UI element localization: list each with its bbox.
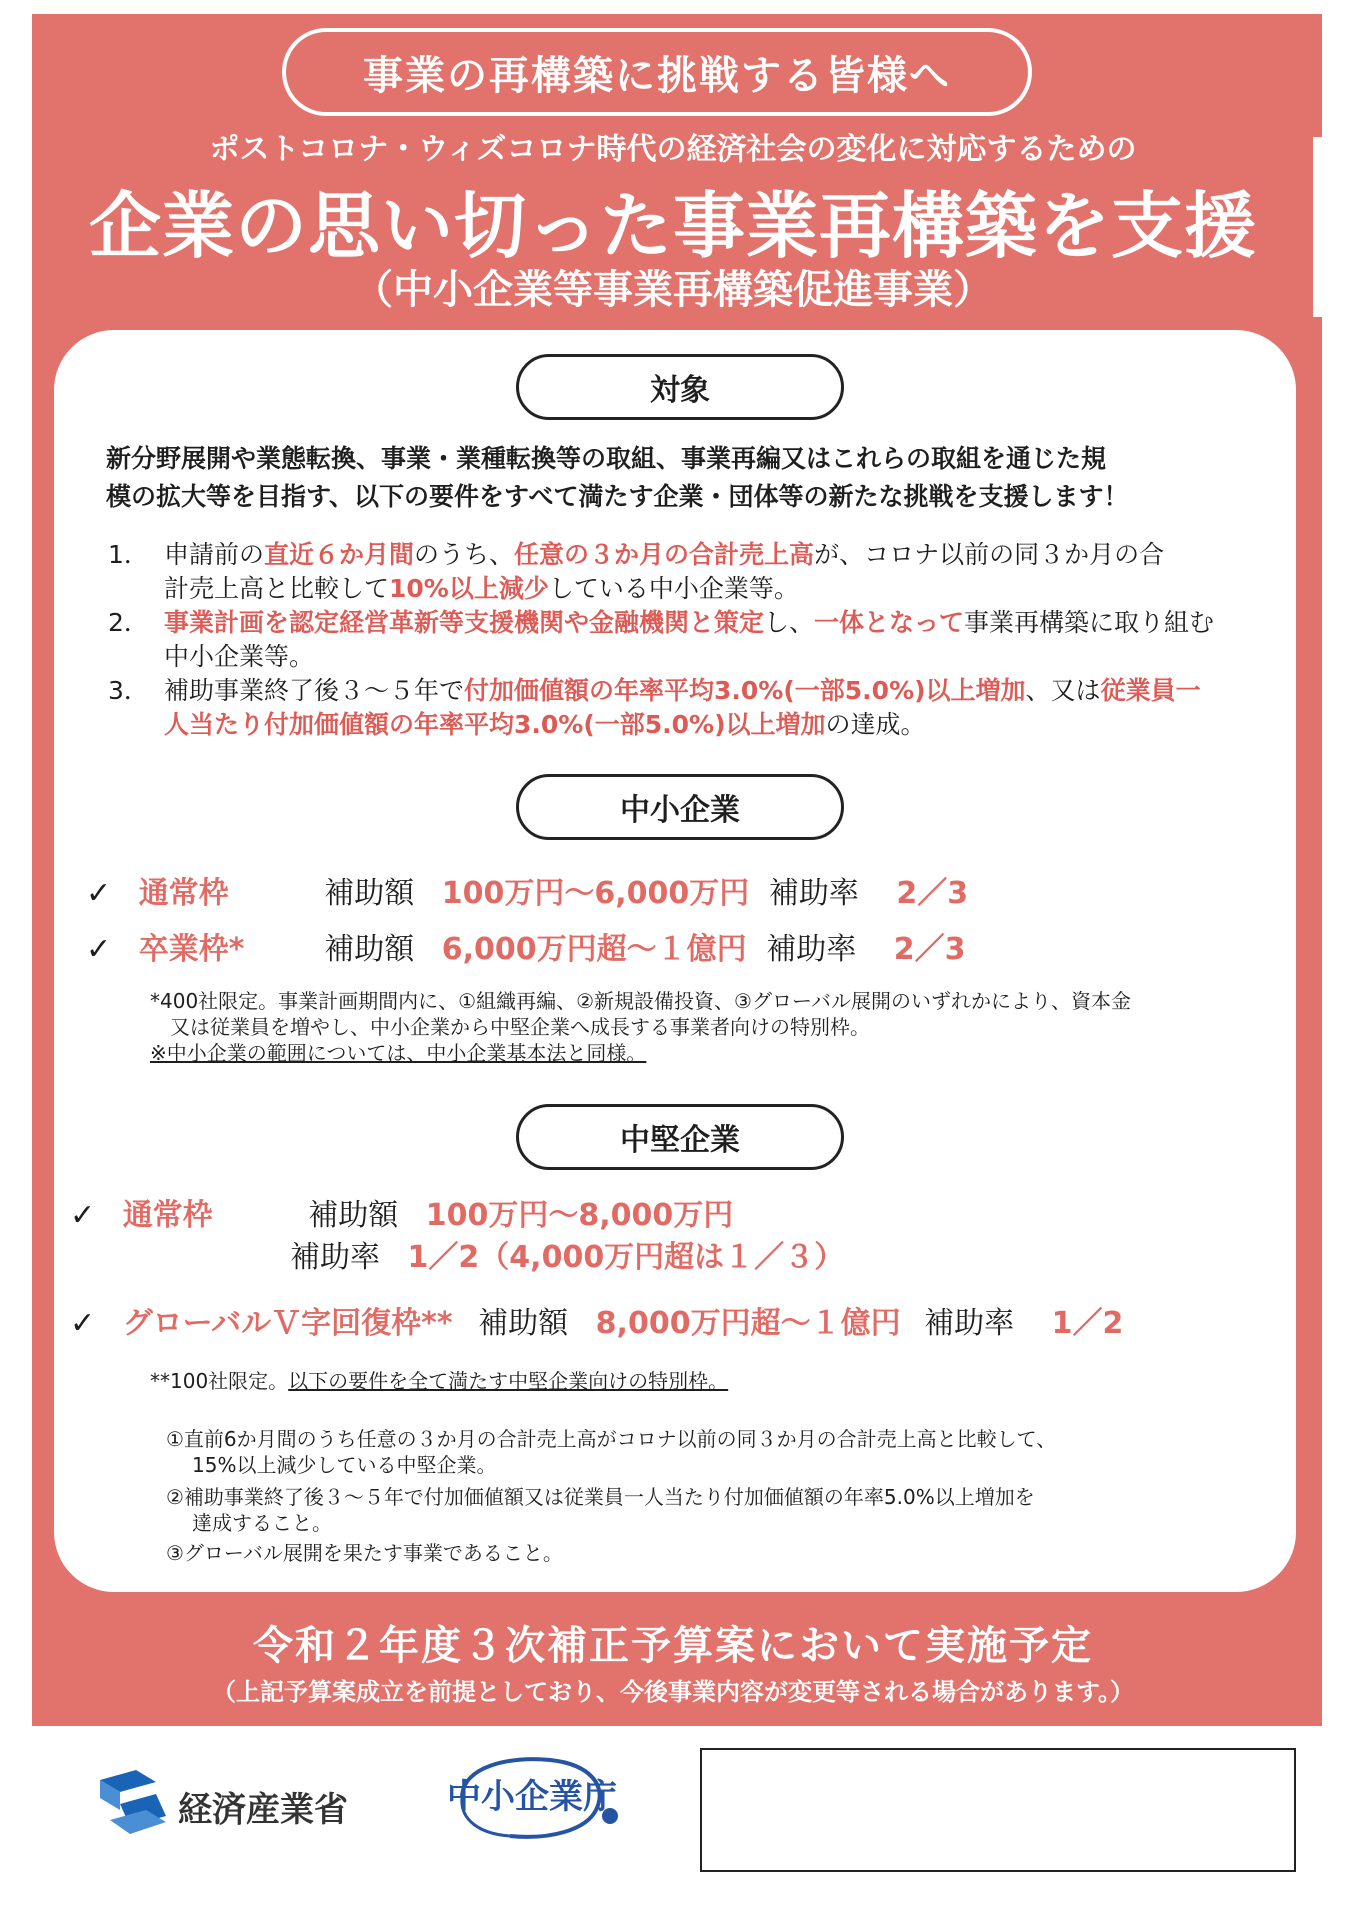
amount-value: 100万円～6,000万円 <box>441 876 750 911</box>
section-title-target: 対象 <box>650 373 710 408</box>
frame-name: グローバルＶ字回復枠** <box>122 1306 453 1341</box>
contact-stamp-box <box>700 1748 1296 1872</box>
text: し、 <box>764 608 815 637</box>
section-title-mid: 中堅企業 <box>620 1123 740 1158</box>
amount-value: 100万円～8,000万円 <box>425 1198 734 1233</box>
requirement-3 <box>108 674 1268 742</box>
meti-logo <box>100 1770 348 1842</box>
sme-note-1: *400社限定。事業計画期間内に、①組織再編、②新規設備投資、③グローバル展開のいずれかにより、資本金 <box>150 989 1131 1013</box>
mid-condition-1a: ①直前6か月間のうち任意の３か月の合計売上高がコロナ以前の同３か月の合計売上高と比較して、 <box>166 1427 1057 1451</box>
rate-value: 1／2（4,000万円超は１／３） <box>407 1240 845 1275</box>
budget-disclaimer: （上記予算案成立を前提としており、今後事業内容が変更等される場合があります。） <box>211 1678 1135 1706</box>
intro-line-2: 模の拡大等を目指す、以下の要件をすべて満たす企業・団体等の新たな挑戦を支援します！ <box>106 482 1129 511</box>
check-icon: ✓ <box>70 1306 96 1341</box>
text: 、又は <box>1025 676 1101 705</box>
intro-line-1: 新分野展開や業態転換、事業・業種転換等の取組、事業再編又はこれらの取組を通じた規 <box>106 444 1107 473</box>
mid-condition-1b: 15%以上減少している中堅企業。 <box>192 1453 497 1477</box>
main-headline: 企業の思い切った事業再構築を支援 <box>88 184 1257 268</box>
mid-regular-rate <box>290 1238 844 1278</box>
rate-label: 補助率 <box>768 876 859 911</box>
text: のうち、 <box>414 540 515 569</box>
amount-label: 補助額 <box>324 876 415 911</box>
sme-agency-logo <box>440 1750 620 1846</box>
mid-condition-2b: 達成すること。 <box>192 1511 332 1535</box>
budget-notice: 令和２年度３次補正予算案において実施予定 <box>253 1623 1093 1669</box>
text: が、コロナ以前の同３か月の合計売上高と比較して <box>164 540 1165 603</box>
text: している中小企業等。 <box>548 574 799 603</box>
highlight: 任意の３か月の合計売上高 <box>514 540 815 569</box>
text: 以下の要件を全て満たす中堅企業向けの特別枠。 <box>288 1369 729 1393</box>
check-icon: ✓ <box>70 1198 96 1233</box>
highlight: 事業計画を認定経営革新等支援機関や金融機関と策定 <box>164 608 765 637</box>
rate-label: 補助率 <box>924 1306 1015 1341</box>
highlight: 従業員一人当たり付加価値額の年率平均3.0%(一部5.0%)以上増加 <box>164 676 1201 739</box>
program-name: （中小企業等事業再構築促進事業） <box>353 267 993 313</box>
requirement-number: 2． <box>108 608 149 637</box>
text: の達成。 <box>825 710 926 739</box>
highlight: 一体となって <box>814 608 965 637</box>
highlight: 付加価値額の年率平均3.0%(一部5.0%)以上増加 <box>464 676 1026 705</box>
section-pill-target <box>516 354 844 420</box>
target-intro <box>106 440 1246 516</box>
mid-condition-3: ③グローバル展開を果たす事業であること。 <box>166 1541 563 1565</box>
rate-value: 1／2 <box>1051 1306 1124 1341</box>
requirement-1 <box>108 538 1268 606</box>
requirement-number: 3． <box>108 676 149 705</box>
mid-note-head <box>150 1368 728 1394</box>
target-audience-text: 事業の再構築に挑戦する皆様へ <box>363 52 951 99</box>
section-pill-sme <box>516 774 844 840</box>
amount-label: 補助額 <box>478 1306 569 1341</box>
target-audience-pill <box>282 28 1032 116</box>
amount-value: 6,000万円超～１億円 <box>441 932 747 967</box>
frame-name: 通常枠 <box>138 876 229 911</box>
mid-regular-frame <box>70 1196 733 1236</box>
rate-value: 2／3 <box>896 876 969 911</box>
rate-label: 補助率 <box>766 932 857 967</box>
highlight: 直近６か月間 <box>264 540 415 569</box>
requirement-text <box>164 674 1224 742</box>
requirement-text <box>164 606 1224 674</box>
highlight: 10%以上減少 <box>389 574 549 603</box>
meti-mark-icon <box>100 1770 166 1842</box>
mid-global-frame <box>70 1304 1123 1344</box>
sme-note-2: 又は従業員を増やし、中小企業から中堅企業へ成長する事業者向けの特別枠。 <box>170 1015 870 1039</box>
subheading: ポストコロナ・ウィズコロナ時代の経済社会の変化に対応するための <box>209 132 1137 167</box>
ministry-name: 経済産業省 <box>178 1789 348 1830</box>
section-pill-mid <box>516 1104 844 1170</box>
section-title-sme: 中小企業 <box>620 793 740 828</box>
rate-value: 2／3 <box>893 932 966 967</box>
requirement-number: 1． <box>108 540 149 569</box>
requirement-text <box>164 538 1184 606</box>
check-icon: ✓ <box>86 932 112 967</box>
amount-label: 補助額 <box>324 932 415 967</box>
agency-name: 中小企業庁 <box>447 1777 617 1817</box>
check-icon: ✓ <box>86 876 112 911</box>
text: 申請前の <box>164 540 265 569</box>
rate-label: 補助率 <box>290 1240 380 1275</box>
amount-label: 補助額 <box>308 1198 399 1233</box>
text: 補助事業終了後３～５年で <box>164 676 465 705</box>
frame-name: 通常枠 <box>122 1198 213 1233</box>
text: 事業再構築に取り組む中小企業等。 <box>164 608 1215 671</box>
frame-name: 卒業枠* <box>138 932 245 967</box>
mid-condition-2a: ②補助事業終了後３～５年で付加価値額又は従業員一人当たり付加価値額の年率5.0%以上増加を <box>166 1485 1035 1509</box>
requirement-2 <box>108 606 1268 674</box>
text: **100社限定。 <box>150 1369 289 1393</box>
sme-note-3: ※中小企業の範囲については、中小企業基本法と同様。 <box>150 1041 647 1065</box>
sme-graduation-frame <box>86 930 966 970</box>
amount-value: 8,000万円超～１億円 <box>595 1306 901 1341</box>
sme-regular-frame <box>86 874 968 914</box>
